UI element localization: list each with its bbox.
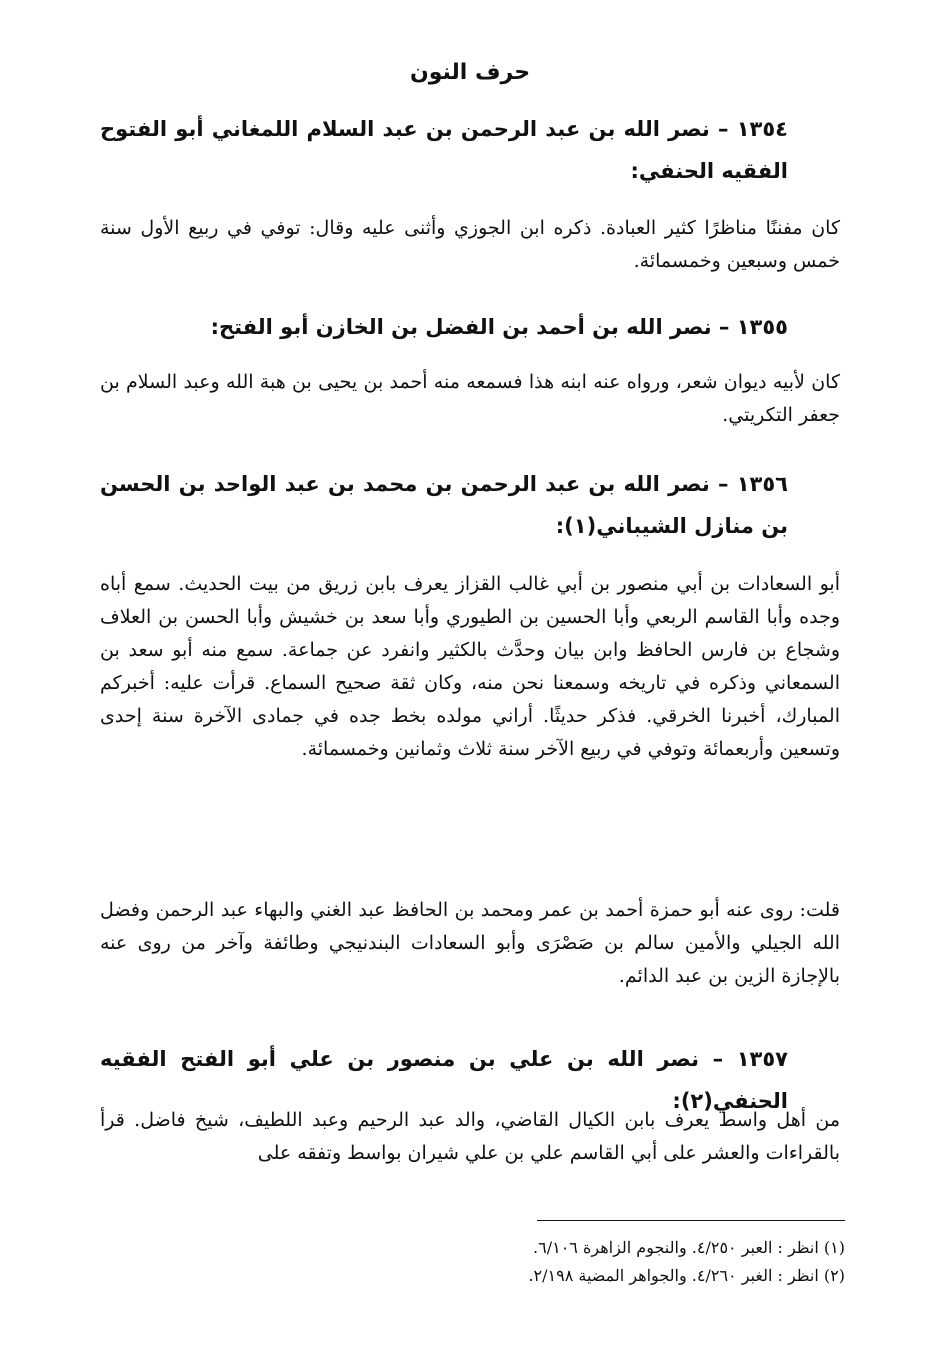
footnote-1: (١) انظر : العبر ٤/٢٥٠. والنجوم الزاهرة ٦/١٠٦.: [533, 1238, 845, 1257]
footnote-divider: [537, 1220, 845, 1221]
entry-body-1357: من أهل واسط يعرف بابن الكيال القاضي، والد عبد الرحيم وعبد اللطيف، شيخ فاضل. قرأ بالقراءات والعشر على أبي القاسم علي بن علي شيران بواسط وتفقه على: [100, 1109, 840, 1164]
entry-heading-1354: ١٣٥٤ – نصر الله بن عبد الرحمن بن عبد السلام اللمغاني أبو الفتوح الفقيه الحنفي:: [100, 117, 788, 183]
footnote-2: (٢) انظر : الغبر ٤/٢٦٠. والجواهر المضية ٢/١٩٨.: [528, 1266, 845, 1285]
page-header: حرف النون: [409, 60, 531, 85]
entry-body-1356-p2: قلت: روى عنه أبو حمزة أحمد بن عمر ومحمد بن الحافظ عبد الغني والبهاء عبد الرحمن وفضل الله الجيلي والأمين سالم بن صَصْرَى وأبو السعادات البندنيجي وطائفة وآخر من روى عنه بالإجازة الزين بن عبد الدائم.: [100, 899, 840, 987]
entry-body-1354: كان مفننًا مناظرًا كثير العبادة. ذكره ابن الجوزي وأثنى عليه وقال: توفي في ربيع الأول سنة خمس وسبعين وخمسمائة.: [100, 217, 840, 272]
entry-body-1355: كان لأبيه ديوان شعر، ورواه عنه ابنه هذا فسمعه منه أحمد بن يحيى بن هبة الله وعبد السلام بن جعفر التكريتي.: [100, 371, 840, 426]
entry-heading-1356: ١٣٥٦ – نصر الله بن عبد الرحمن بن محمد بن عبد الواحد بن الحسن بن منازل الشيباني(١):: [100, 472, 788, 538]
footnotes: [420, 1234, 845, 1290]
entry-heading-1355: ١٣٥٥ – نصر الله بن أحمد بن الفضل بن الخازن أبو الفتح:: [210, 315, 788, 339]
entry-body-1356-p1: أبو السعادات بن أبي منصور بن أبي غالب القزاز يعرف بابن زريق من بيت الحديث. سمع أباه وجده وأبا القاسم الربعي وأبا الحسين بن الطيوري وأبا سعد بن خشيش وأبا الحسن بن العلاف وشجاع بن فارس الحافظ وابن بيان وحدَّث بالكثير وانفرد عن جماعة. سمع منه أبو سعد بن السمعاني وذكره في تاريخه وسمعنا نحن منه، وكان ثقة صحيح السماع. قرأت عليه: أخبركم المبارك، أخبرنا الخرقي. فذكر حديثًا. أراني مولده بخط جده في جمادى الآخرة سنة إحدى وتسعين وأربعمائة وتوفي في ربيع الآخر سنة ثلاث وثمانين وخمسمائة.: [100, 573, 840, 760]
entry-heading-1357: ١٣٥٧ – نصر الله بن علي بن منصور بن علي أبو الفتح الفقيه الحنفي(٢):: [100, 1047, 788, 1113]
